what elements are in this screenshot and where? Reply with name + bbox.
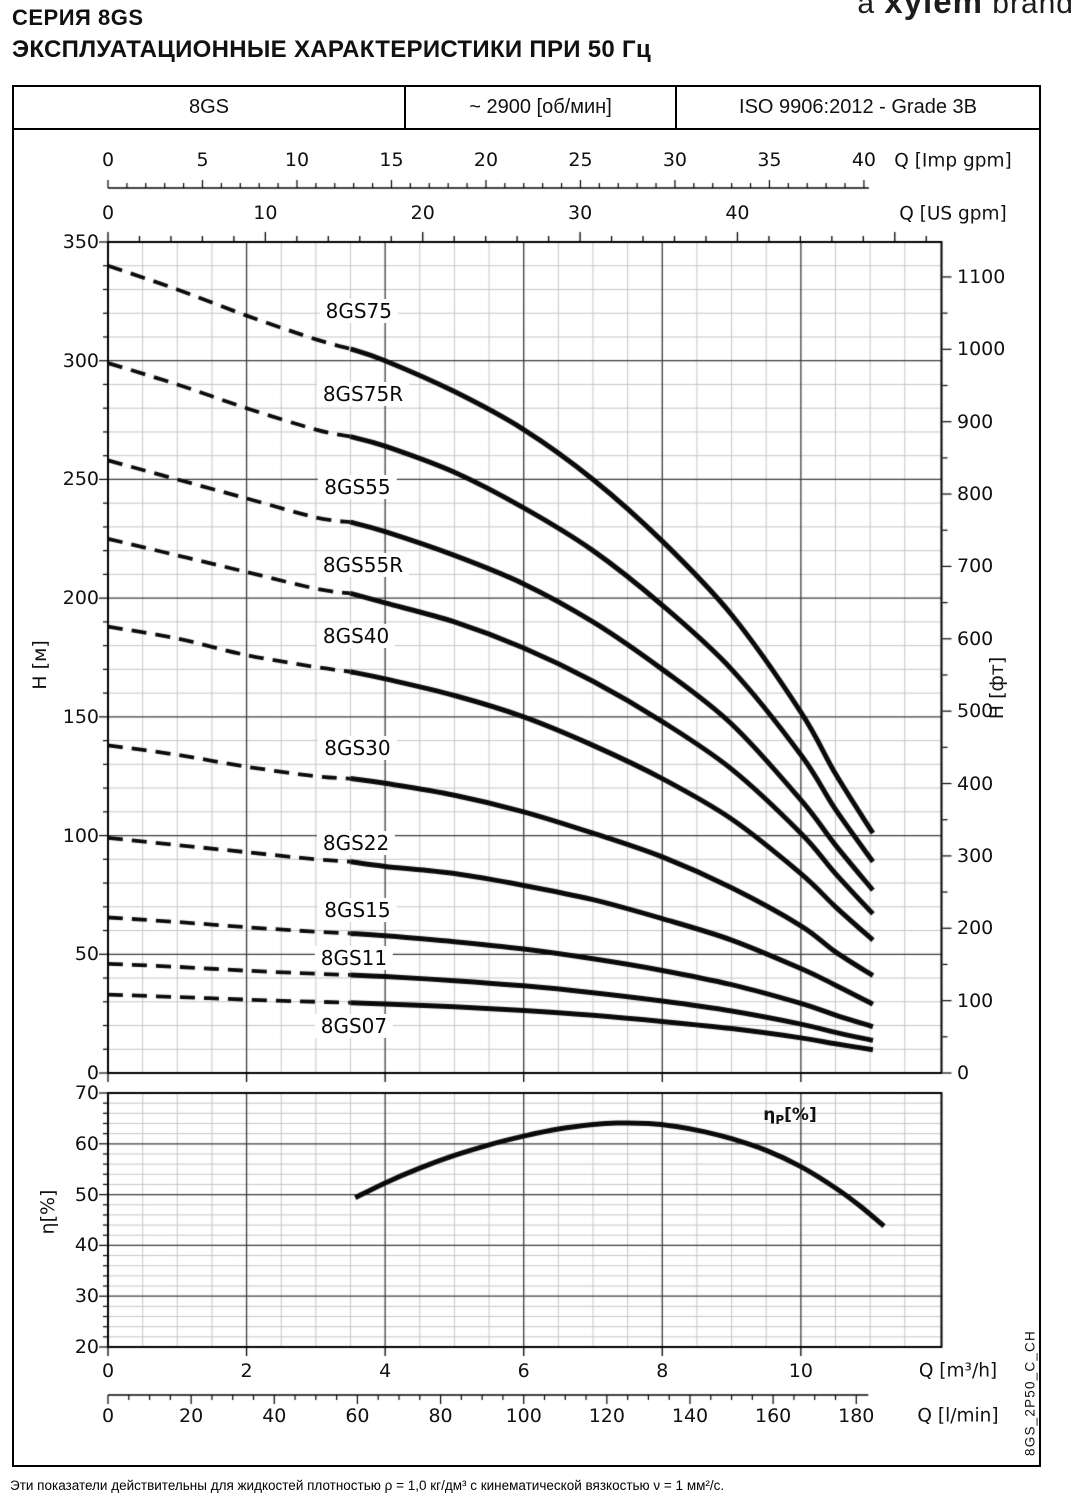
- head-ft-tick-label: 400: [957, 772, 994, 795]
- curve-label-8GS07: 8GS07: [315, 1014, 393, 1038]
- curve-label-8GS55R: 8GS55R: [317, 553, 409, 577]
- efficiency-curve-label: [763, 1105, 816, 1127]
- lmin-tick-label: 20: [179, 1405, 204, 1427]
- imp-gpm-tick-label: 40: [851, 149, 877, 171]
- curve-label-8GS55: 8GS55: [318, 475, 396, 499]
- lmin-tick-label: 160: [754, 1405, 792, 1427]
- lmin-tick-label: 80: [428, 1405, 453, 1427]
- imp-gpm-tick-label: 20: [473, 149, 499, 171]
- head-ft-axis-label: H [фт]: [986, 656, 1008, 720]
- m3h-tick-label: 6: [517, 1360, 530, 1382]
- us-gpm-tick-label: 0: [101, 202, 115, 224]
- m3h-tick-label: 4: [379, 1360, 392, 1382]
- head-m-tick-label: 150: [62, 705, 99, 728]
- lmin-tick-label: 0: [101, 1405, 115, 1427]
- head-ft-tick-label: 1100: [957, 265, 1006, 288]
- imp-gpm-tick-label: 10: [284, 149, 310, 171]
- head-ft-tick-label: 0: [957, 1062, 970, 1084]
- us-gpm-tick-label: 40: [725, 202, 750, 224]
- head-m-tick-label: 300: [62, 349, 99, 372]
- imp-gpm-tick-label: 35: [757, 149, 782, 171]
- head-m-tick-label: 50: [74, 943, 99, 966]
- imp-gpm-tick-label: 15: [379, 149, 404, 171]
- head-m-tick-label: 100: [62, 824, 99, 847]
- head-ft-tick-label: 900: [957, 410, 994, 433]
- efficiency-tick-label: 40: [74, 1234, 99, 1257]
- eta-subscript: P: [775, 1113, 785, 1128]
- head-m-axis-label: H [м]: [29, 640, 51, 690]
- efficiency-tick-label: 20: [74, 1336, 99, 1358]
- efficiency-tick-label: 60: [74, 1132, 99, 1155]
- head-m-tick-label: 250: [62, 468, 99, 491]
- eta-unit: [%]: [784, 1104, 817, 1125]
- lmin-tick-label: 140: [671, 1405, 709, 1427]
- m3h-tick-label: 8: [656, 1360, 669, 1382]
- lmin-tick-label: 60: [345, 1405, 370, 1427]
- m3h-axis-label: Q [m³/h]: [918, 1360, 998, 1382]
- lmin-tick-label: 180: [838, 1405, 875, 1427]
- efficiency-tick-label: 30: [74, 1285, 99, 1308]
- m3h-tick-label: 0: [101, 1360, 115, 1382]
- lmin-axis-label: Q [l/min]: [917, 1405, 999, 1427]
- head-ft-tick-label: 300: [957, 844, 994, 867]
- m3h-tick-label: 2: [240, 1360, 253, 1382]
- curve-label-8GS30: 8GS30: [318, 736, 396, 760]
- imp-gpm-axis-label: Q [Imp gpm]: [894, 150, 1012, 172]
- efficiency-tick-label: 70: [74, 1082, 99, 1104]
- head-ft-tick-label: 700: [957, 555, 994, 578]
- head-ft-tick-label: 500: [957, 700, 994, 723]
- curve-label-8GS15: 8GS15: [318, 898, 396, 922]
- footer-note: Эти показатели действительны для жидкостей плотностью ρ = 1,0 кг/дм³ с кинематической вязкостью ν = 1 мм²/с.: [10, 1478, 725, 1493]
- head-m-tick-label: 350: [62, 231, 99, 253]
- head-m-tick-label: 0: [86, 1062, 99, 1084]
- lmin-tick-label: 100: [505, 1405, 542, 1427]
- m3h-tick-label: 10: [788, 1360, 813, 1382]
- eta-symbol: η: [763, 1104, 776, 1125]
- head-ft-tick-label: 800: [957, 483, 994, 506]
- efficiency-tick-label: 50: [74, 1183, 99, 1206]
- us-gpm-tick-label: 30: [567, 202, 593, 224]
- curve-label-8GS75R: 8GS75R: [317, 382, 409, 406]
- imp-gpm-tick-label: 0: [101, 149, 115, 171]
- head-m-tick-label: 200: [62, 587, 99, 610]
- head-ft-tick-label: 600: [957, 627, 994, 650]
- head-ft-tick-label: 1000: [957, 338, 1006, 361]
- lmin-tick-label: 120: [588, 1405, 625, 1427]
- imp-gpm-tick-label: 5: [196, 149, 209, 171]
- us-gpm-tick-label: 10: [253, 202, 278, 224]
- document-code: 8GS_2P50_C_CH: [1022, 1330, 1038, 1456]
- head-ft-tick-label: 200: [957, 917, 994, 940]
- imp-gpm-tick-label: 30: [662, 149, 688, 171]
- lmin-tick-label: 40: [262, 1405, 287, 1427]
- curve-label-8GS11: 8GS11: [315, 946, 393, 970]
- curve-label-8GS22: 8GS22: [317, 831, 395, 855]
- efficiency-axis-label: η[%]: [37, 1189, 59, 1235]
- head-ft-tick-label: 100: [957, 989, 994, 1012]
- us-gpm-tick-label: 20: [410, 202, 435, 224]
- curve-label-8GS75: 8GS75: [320, 299, 398, 323]
- imp-gpm-tick-label: 25: [568, 149, 593, 171]
- curve-label-8GS40: 8GS40: [317, 624, 395, 648]
- us-gpm-axis-label: Q [US gpm]: [899, 203, 1007, 225]
